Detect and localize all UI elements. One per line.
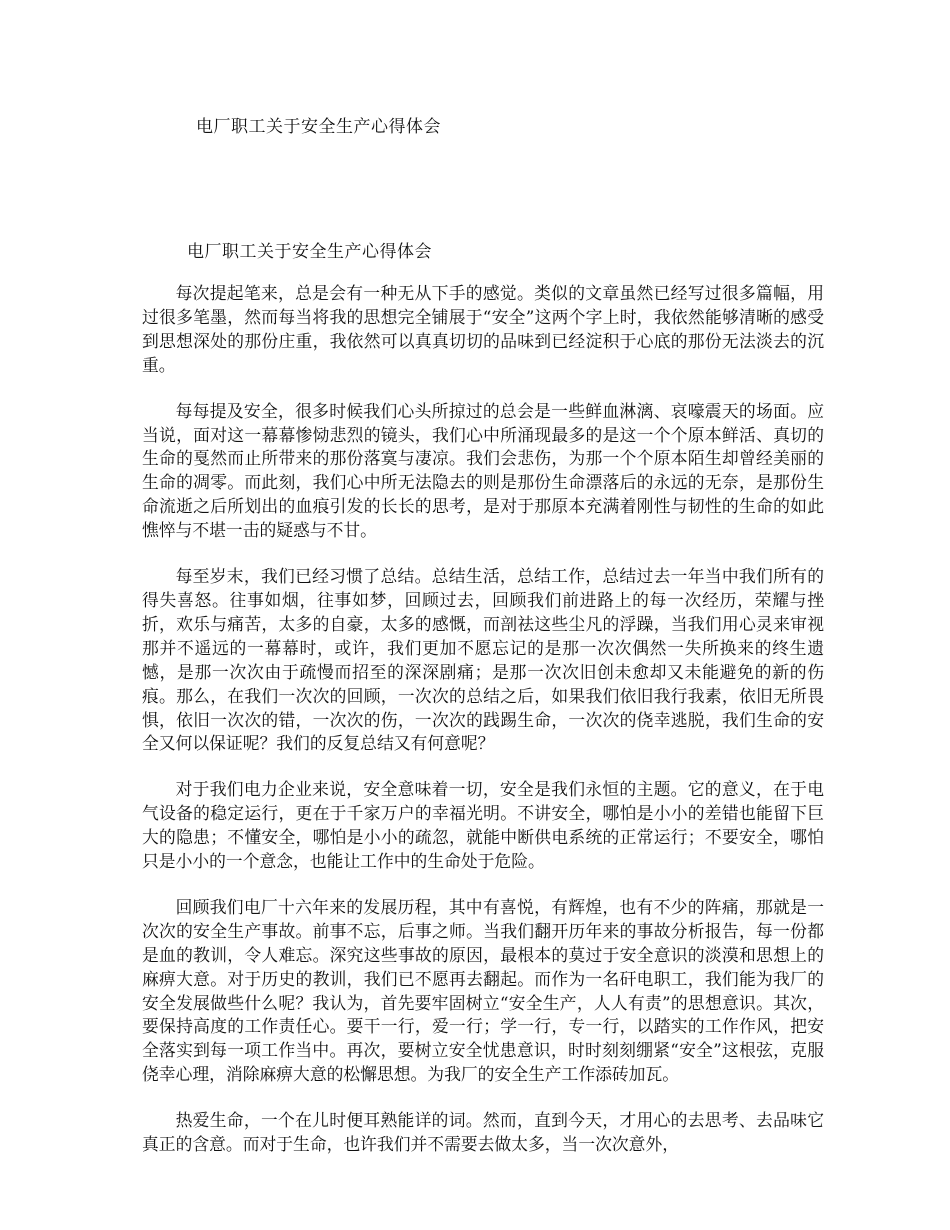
header-title: 电厂职工关于安全生产心得体会 <box>196 117 441 137</box>
paragraph-6: 热爱生命，一个在儿时便耳熟能详的词。然而，直到今天，才用心的去思考、去品味它真正的含意。而对于生命，也许我们并不需要去做太多，当一次次意外， <box>142 1110 824 1155</box>
paragraph-3: 每至岁末，我们已经习惯了总结。总结生活，总结工作，总结过去一年当中我们所有的得失喜怒。往事如烟，往事如梦，回顾过去，回顾我们前进路上的每一次经历，荣耀与挫折，欢乐与痛苦，太多的自豪，太多的感慨，而剖祛这些尘凡的浮躁，当我们用心灵来审视那并不遥远的一幕幕时，或许，我们更加不愿忘记的是那一次次偶然一失所换来的终生遗憾，是那一次次由于疏慢而招至的深深剧痛；是那一次次旧创未愈却又未能避免的新的伤痕。那么，在我们一次次的回顾，一次次的总结之后，如果我们依旧我行我素，依旧无所畏惧，依旧一次次的错，一次次的伤，一次次的践踢生命，一次次的侥幸逃脱，我们生命的安全又何以保证呢？我们的反复总结又有何意呢？ <box>142 566 824 754</box>
paragraph-5: 回顾我们电厂十六年来的发展历程，其中有喜悦，有辉煌，也有不少的阵痛，那就是一次次的安全生产事故。前事不忘，后事之师。当我们翻开历年来的事故分析报告，每一份都是血的教训，令人难忘。深究这些事故的原因，最根本的莫过于安全意识的淡漠和思想上的麻痹大意。对于历史的教训，我们已不愿再去翻起。而作为一名矸电职工，我们能为我厂的安全发展做些什么呢？我认为，首先要牢固树立“安全生产，人人有责”的思想意识。其次，要保持高度的工作责任心。要干一行，爱一行；学一行，专一行，以踏实的工作作风，把安全落实到每一项工作当中。再次，要树立安全忧患意识，时时刻刻绷紧“安全”这根弦，克服侥幸心理，消除麻痹大意的松懈思想。为我厂的安全生产工作添砖加瓦。 <box>142 896 824 1085</box>
document-title: 电厂职工关于安全生产心得体会 <box>187 242 432 262</box>
paragraph-1: 每次提起笔来，总是会有一种无从下手的感觉。类似的文章虽然已经写过很多篇幅，用过很多笔墨，然而每当将我的思想完全铺展于“安全”这两个字上时，我依然能够清晰的感受到思想深处的那份庄重，我依然可以真真切切的品味到已经淀积于心底的那份无法淡去的沉重。 <box>142 283 824 375</box>
paragraph-4: 对于我们电力企业来说，安全意味着一切，安全是我们永恒的主题。它的意义，在于电气设备的稳定运行，更在于千家万户的幸福光明。不讲安全，哪怕是小小的差错也能留下巨大的隐患；不懂安全，哪怕是小小的疏忽，就能中断供电系统的正常运行；不要安全，哪怕只是小小的一个意念，也能让工作中的生命处于危险。 <box>142 779 824 872</box>
paragraph-2: 每每提及安全，很多时候我们心头所掠过的总会是一些鲜血淋漓、哀嚎震天的场面。应当说，面对这一幕幕惨恸悲烈的镜头，我们心中所涌现最多的是这一个个原本鲜活、真切的生命的戛然而止所带来的那份落寞与凄凉。我们会悲伤，为那一个个原本陌生却曾经美丽的生命的凋零。而此刻，我们心中所无法隐去的则是那份生命漂落后的永远的无奈，是那份生命流逝之后所划出的血痕引发的长长的思考，是对于那原本充满着刚性与韧性的生命的如此憔悴与不堪一击的疑惑与不甘。 <box>142 400 824 541</box>
document-body <box>142 282 824 1179</box>
